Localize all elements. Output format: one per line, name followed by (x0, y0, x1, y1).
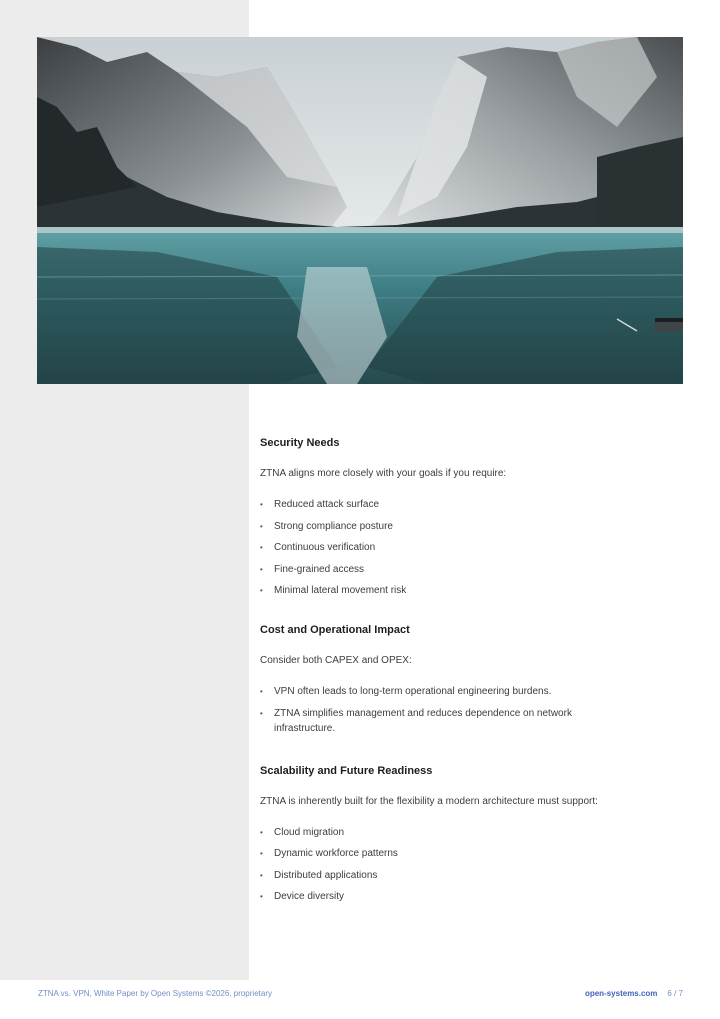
list-item: • Device diversity (260, 889, 690, 904)
list-item: • VPN often leads to long-term operational engineering burdens. (260, 684, 600, 699)
page-footer (0, 980, 720, 1019)
footer-right (585, 989, 683, 998)
list-item: • Fine-grained access (260, 562, 690, 577)
section-intro: ZTNA is inherently built for the flexibility a modern architecture must support: (260, 795, 598, 807)
page-number: 6 / 7 (667, 989, 683, 998)
section-title-security-needs: Security Needs (260, 437, 340, 449)
section-title-scalability-future-readiness: Scalability and Future Readiness (260, 764, 433, 777)
list-item: • ZTNA simplifies management and reduces dependence on network infrastructure. (260, 706, 600, 736)
list-item: • Strong compliance posture (260, 519, 690, 534)
list-item: • Dynamic workforce patterns (260, 846, 690, 861)
main-content (260, 436, 690, 904)
bullet-list (260, 684, 600, 736)
list-item: • Continuous verification (260, 540, 690, 555)
footer-site-link[interactable]: open-systems.com (584, 989, 658, 998)
hero-image (37, 37, 683, 384)
list-item: • Minimal lateral movement risk (260, 583, 690, 598)
section-title-cost-operational-impact: Cost and Operational Impact (260, 624, 410, 636)
list-item: • Cloud migration (260, 825, 690, 840)
section-intro: ZTNA aligns more closely with your goals if you require: (260, 468, 507, 479)
section-intro: Consider both CAPEX and OPEX: (260, 655, 412, 666)
list-item: • Reduced attack surface (260, 497, 690, 512)
bullet-list (260, 497, 690, 598)
bullet-list (260, 825, 690, 905)
footer-copyright: ZTNA vs. VPN, White Paper by Open Systems ©2026, proprietary (38, 989, 272, 998)
list-item: • Distributed applications (260, 868, 690, 883)
